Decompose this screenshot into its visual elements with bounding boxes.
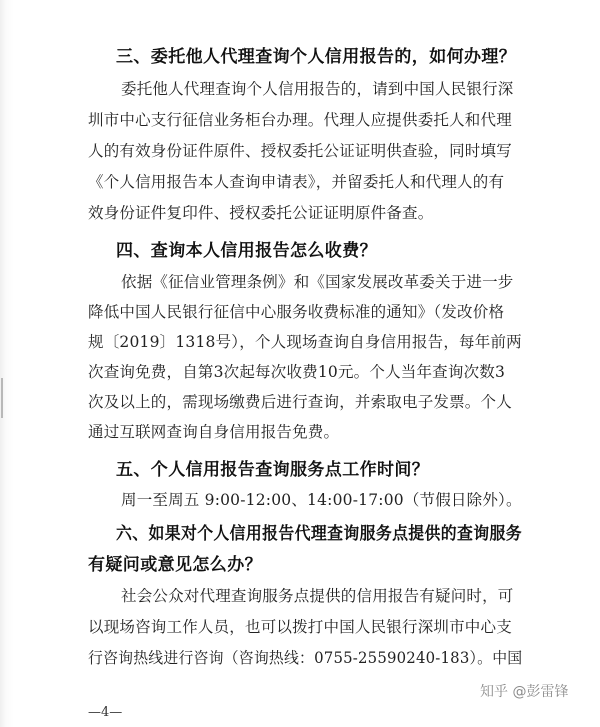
section-3-heading: 三、委托他人代理查询个人信用报告的，如何办理？ [116,47,517,67]
section-4-line-1: 依据《征信业管理条例》和《国家发展改革委关于进一步 [121,273,514,291]
section-6-line-2: 以现场咨询工作人员，也可以拨打中国人民银行深圳市中心支 [88,618,512,636]
section-5-line-1: 周一至周五 9:00-12:00、14:00-17:00（节假日除外）。 [121,491,522,509]
page-number: —4— [88,705,123,720]
section-4-line-6: 通过互联网查询自身信用报告免费。 [88,423,340,441]
section-4-line-3: 规〔2019〕1318号），个人现场查询自身信用报告，每年前两 [88,333,522,351]
section-3-line-4: 《个人信用报告本人查询申请表》，并留委托人和代理人的有 [88,173,505,191]
section-4-line-2: 降低中国人民银行征信中心服务收费标准的通知》（发改价格 [88,303,505,321]
section-6-heading-line-1: 六、如果对个人信用报告代理查询服务点提供的查询服务 [116,524,522,544]
section-4-line-4: 次查询免费，自第3次起每次收费10元。个人当年查询次数3 [88,363,506,381]
section-3-line-1: 委托他人代理查询个人信用报告的，请到中国人民银行深 [121,80,514,98]
section-6-line-3: 行咨询热线进行咨询（咨询热线：0755-25590240-183）。中国 [88,649,523,667]
binding-mark [1,378,3,418]
zhihu-watermark: 知乎 @彭雷锋 [480,684,569,700]
section-5-heading: 五、个人信用报告查询服务点工作时间？ [116,460,430,480]
section-6-line-1: 社会公众对代理查询服务点提供的信用报告有疑问时，可 [121,587,514,605]
section-3-line-2: 圳市中心支行征信业务柜台办理。代理人应提供委托人和代理 [88,111,512,129]
section-4-line-5: 次及以上的，需现场缴费后进行查询，并索取电子发票。个人 [88,393,512,411]
section-6-heading-line-2: 有疑问或意见怎么办？ [88,555,262,575]
section-4-heading: 四、查询本人信用报告怎么收费？ [116,241,377,261]
section-3-line-5: 效身份证件复印件、授权委托公证证明原件备查。 [88,204,434,222]
section-3-line-3: 人的有效身份证件原件、授权委托公证证明供查验，同时填写 [88,142,512,160]
